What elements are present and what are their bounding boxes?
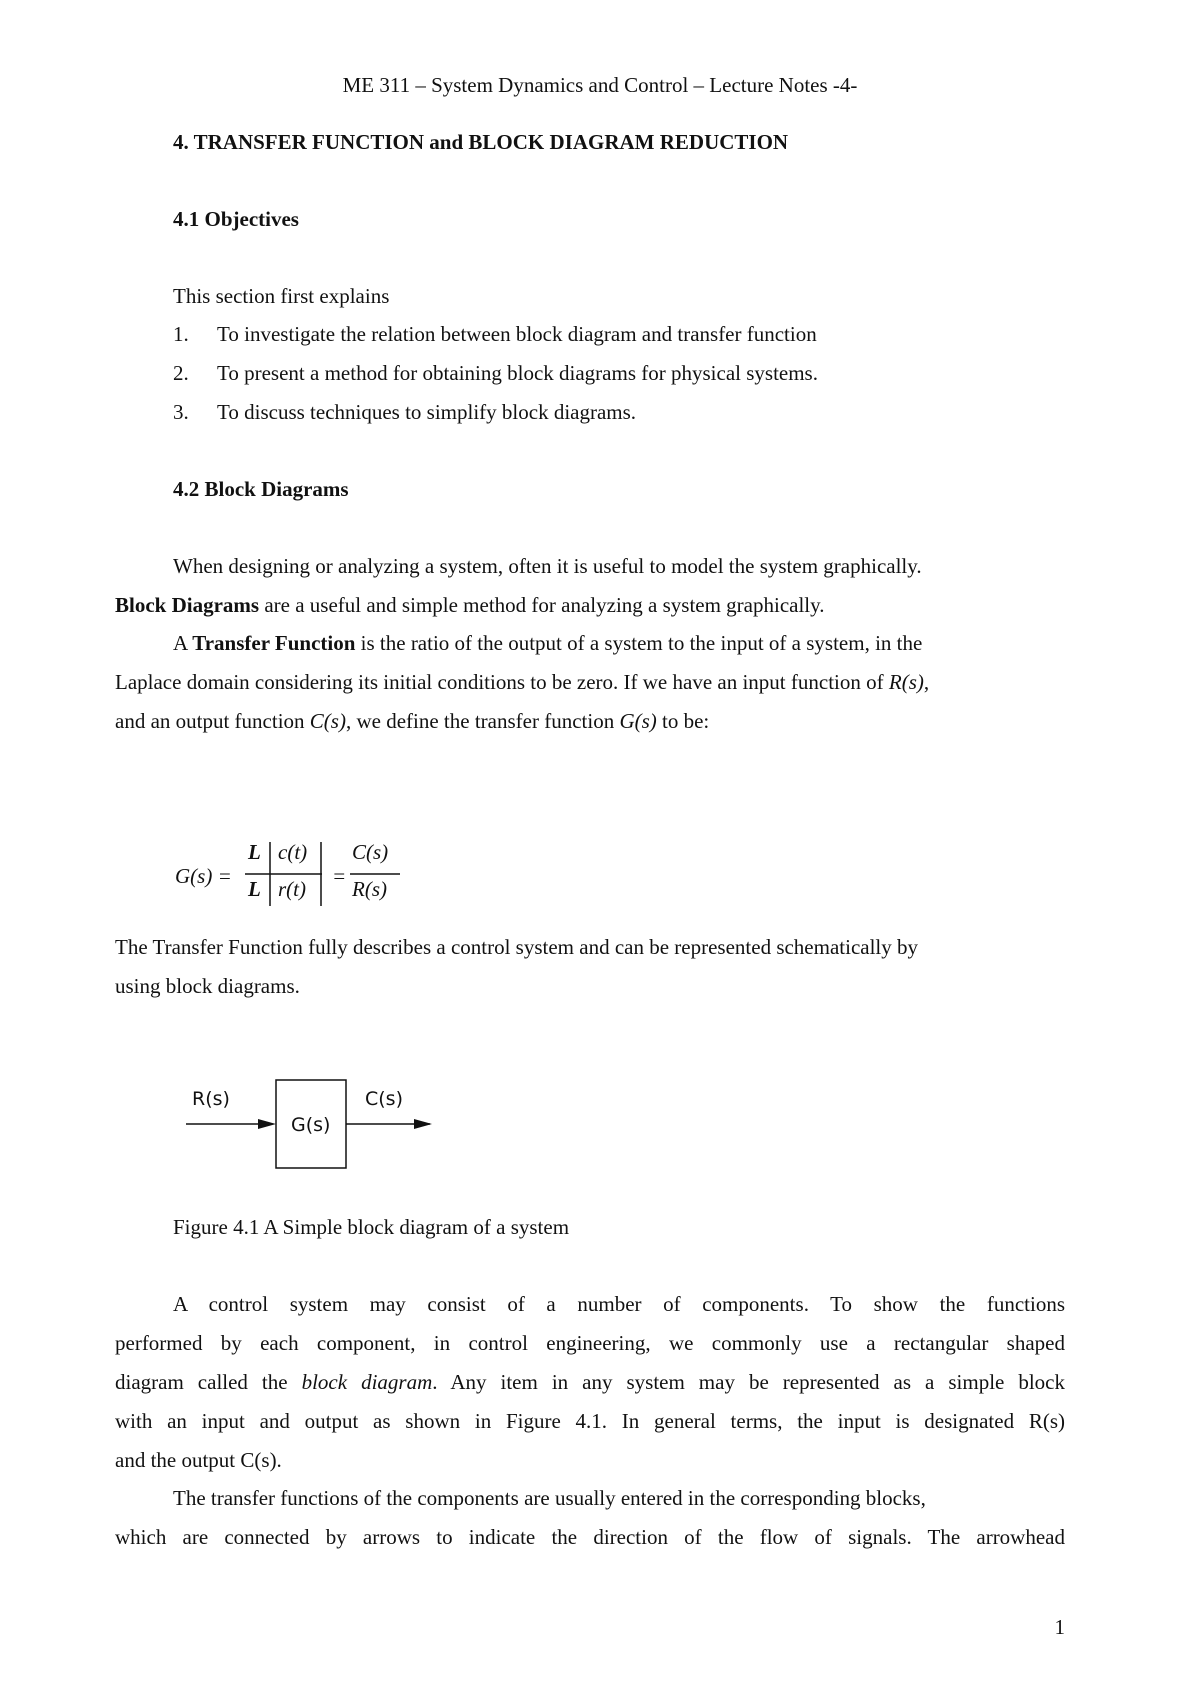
term-transfer-function: Transfer Function bbox=[192, 631, 356, 655]
block-label: G(s) bbox=[291, 1114, 331, 1136]
output-label: C(s) bbox=[365, 1088, 403, 1110]
output-arrowhead bbox=[414, 1119, 432, 1129]
text-run: is the ratio of the output of a system to the input of a system, in the bbox=[355, 631, 923, 655]
objective-text: To investigate the relation between block diagram and transfer function bbox=[217, 322, 817, 346]
symbol-c-s: C(s) bbox=[309, 709, 346, 733]
figure-caption: Figure 4.1 A Simple block diagram of a system bbox=[173, 1215, 570, 1239]
objectives-heading: 4.1 Objectives bbox=[173, 207, 299, 231]
paragraph-line: and the output C(s). bbox=[115, 1448, 282, 1472]
paragraph-line: The transfer functions of the components are usually entered in the corresponding blocks, bbox=[173, 1486, 926, 1510]
block-diagram-figure bbox=[180, 1070, 460, 1170]
objective-number: 1. bbox=[173, 322, 189, 346]
text-run: . Any item in any system may be represented as a simple block bbox=[432, 1370, 1066, 1394]
paragraph-line: which are connected by arrows to indicate the direction of the flow of signals. The arrowhead bbox=[115, 1525, 1065, 1549]
block-diagrams-heading: 4.2 Block Diagrams bbox=[173, 477, 349, 501]
text-run: diagram called the bbox=[115, 1370, 302, 1394]
objectives-intro: This section first explains bbox=[173, 284, 390, 308]
objective-text: To discuss techniques to simplify block diagrams. bbox=[217, 400, 637, 424]
paragraph-line bbox=[115, 709, 709, 734]
paragraph-line: using block diagrams. bbox=[115, 974, 300, 998]
formula-laplace-denominator: L bbox=[248, 877, 261, 901]
input-arrowhead bbox=[258, 1119, 276, 1129]
formula-laplace-numerator: L bbox=[248, 840, 261, 864]
paragraph-line: performed by each component, in control engineering, we commonly use a rectangular shaped bbox=[115, 1331, 1065, 1355]
paragraph-line: A control system may consist of a number of components. To show the functions bbox=[173, 1292, 1065, 1316]
paragraph-line: with an input and output as shown in Figure 4.1. In general terms, the input is designated R(s) bbox=[115, 1409, 1065, 1433]
symbol-r-s: R(s) bbox=[888, 670, 924, 694]
paragraph-line bbox=[115, 593, 825, 618]
text-run: are a useful and simple method for analyzing a system graphically. bbox=[259, 593, 825, 617]
objective-text: To present a method for obtaining block diagrams for physical systems. bbox=[217, 361, 818, 385]
text-run: , bbox=[923, 670, 930, 694]
paragraph-line: When designing or analyzing a system, often it is useful to model the system graphically. bbox=[173, 554, 922, 578]
paragraph-line bbox=[115, 1370, 1065, 1395]
term-block-diagrams: Block Diagrams bbox=[115, 593, 260, 617]
paragraph-line bbox=[115, 670, 929, 695]
term-block-diagram: block diagram bbox=[301, 1370, 433, 1394]
text-run: Laplace domain considering its initial conditions to be zero. If we have an input function of bbox=[115, 670, 889, 694]
paragraph-line: The Transfer Function fully describes a control system and can be represented schematically by bbox=[115, 935, 919, 959]
formula-denominator-arg: r(t) bbox=[278, 877, 306, 901]
text-run: to be: bbox=[656, 709, 710, 733]
text-run: A bbox=[173, 631, 193, 655]
input-label: R(s) bbox=[192, 1088, 230, 1110]
page-number: 1 bbox=[1054, 1615, 1065, 1639]
text-run: and an output function bbox=[115, 709, 310, 733]
section-title: 4. TRANSFER FUNCTION and BLOCK DIAGRAM REDUCTION bbox=[173, 130, 789, 154]
symbol-g-s: G(s) bbox=[619, 709, 657, 733]
formula-equals: = bbox=[332, 864, 347, 888]
formula-numerator-arg: c(t) bbox=[278, 840, 308, 864]
objective-number: 2. bbox=[173, 361, 189, 385]
objective-number: 3. bbox=[173, 400, 189, 424]
formula-lines bbox=[170, 840, 430, 915]
formula-denominator-2: R(s) bbox=[352, 877, 387, 901]
formula-lhs: G(s) = bbox=[175, 864, 232, 888]
transfer-function-formula bbox=[170, 840, 430, 915]
text-run: , we define the transfer function bbox=[345, 709, 620, 733]
formula-numerator-2: C(s) bbox=[352, 840, 389, 864]
page-header: ME 311 – System Dynamics and Control – Lecture Notes -4- bbox=[342, 73, 858, 97]
paragraph-line bbox=[173, 631, 922, 656]
